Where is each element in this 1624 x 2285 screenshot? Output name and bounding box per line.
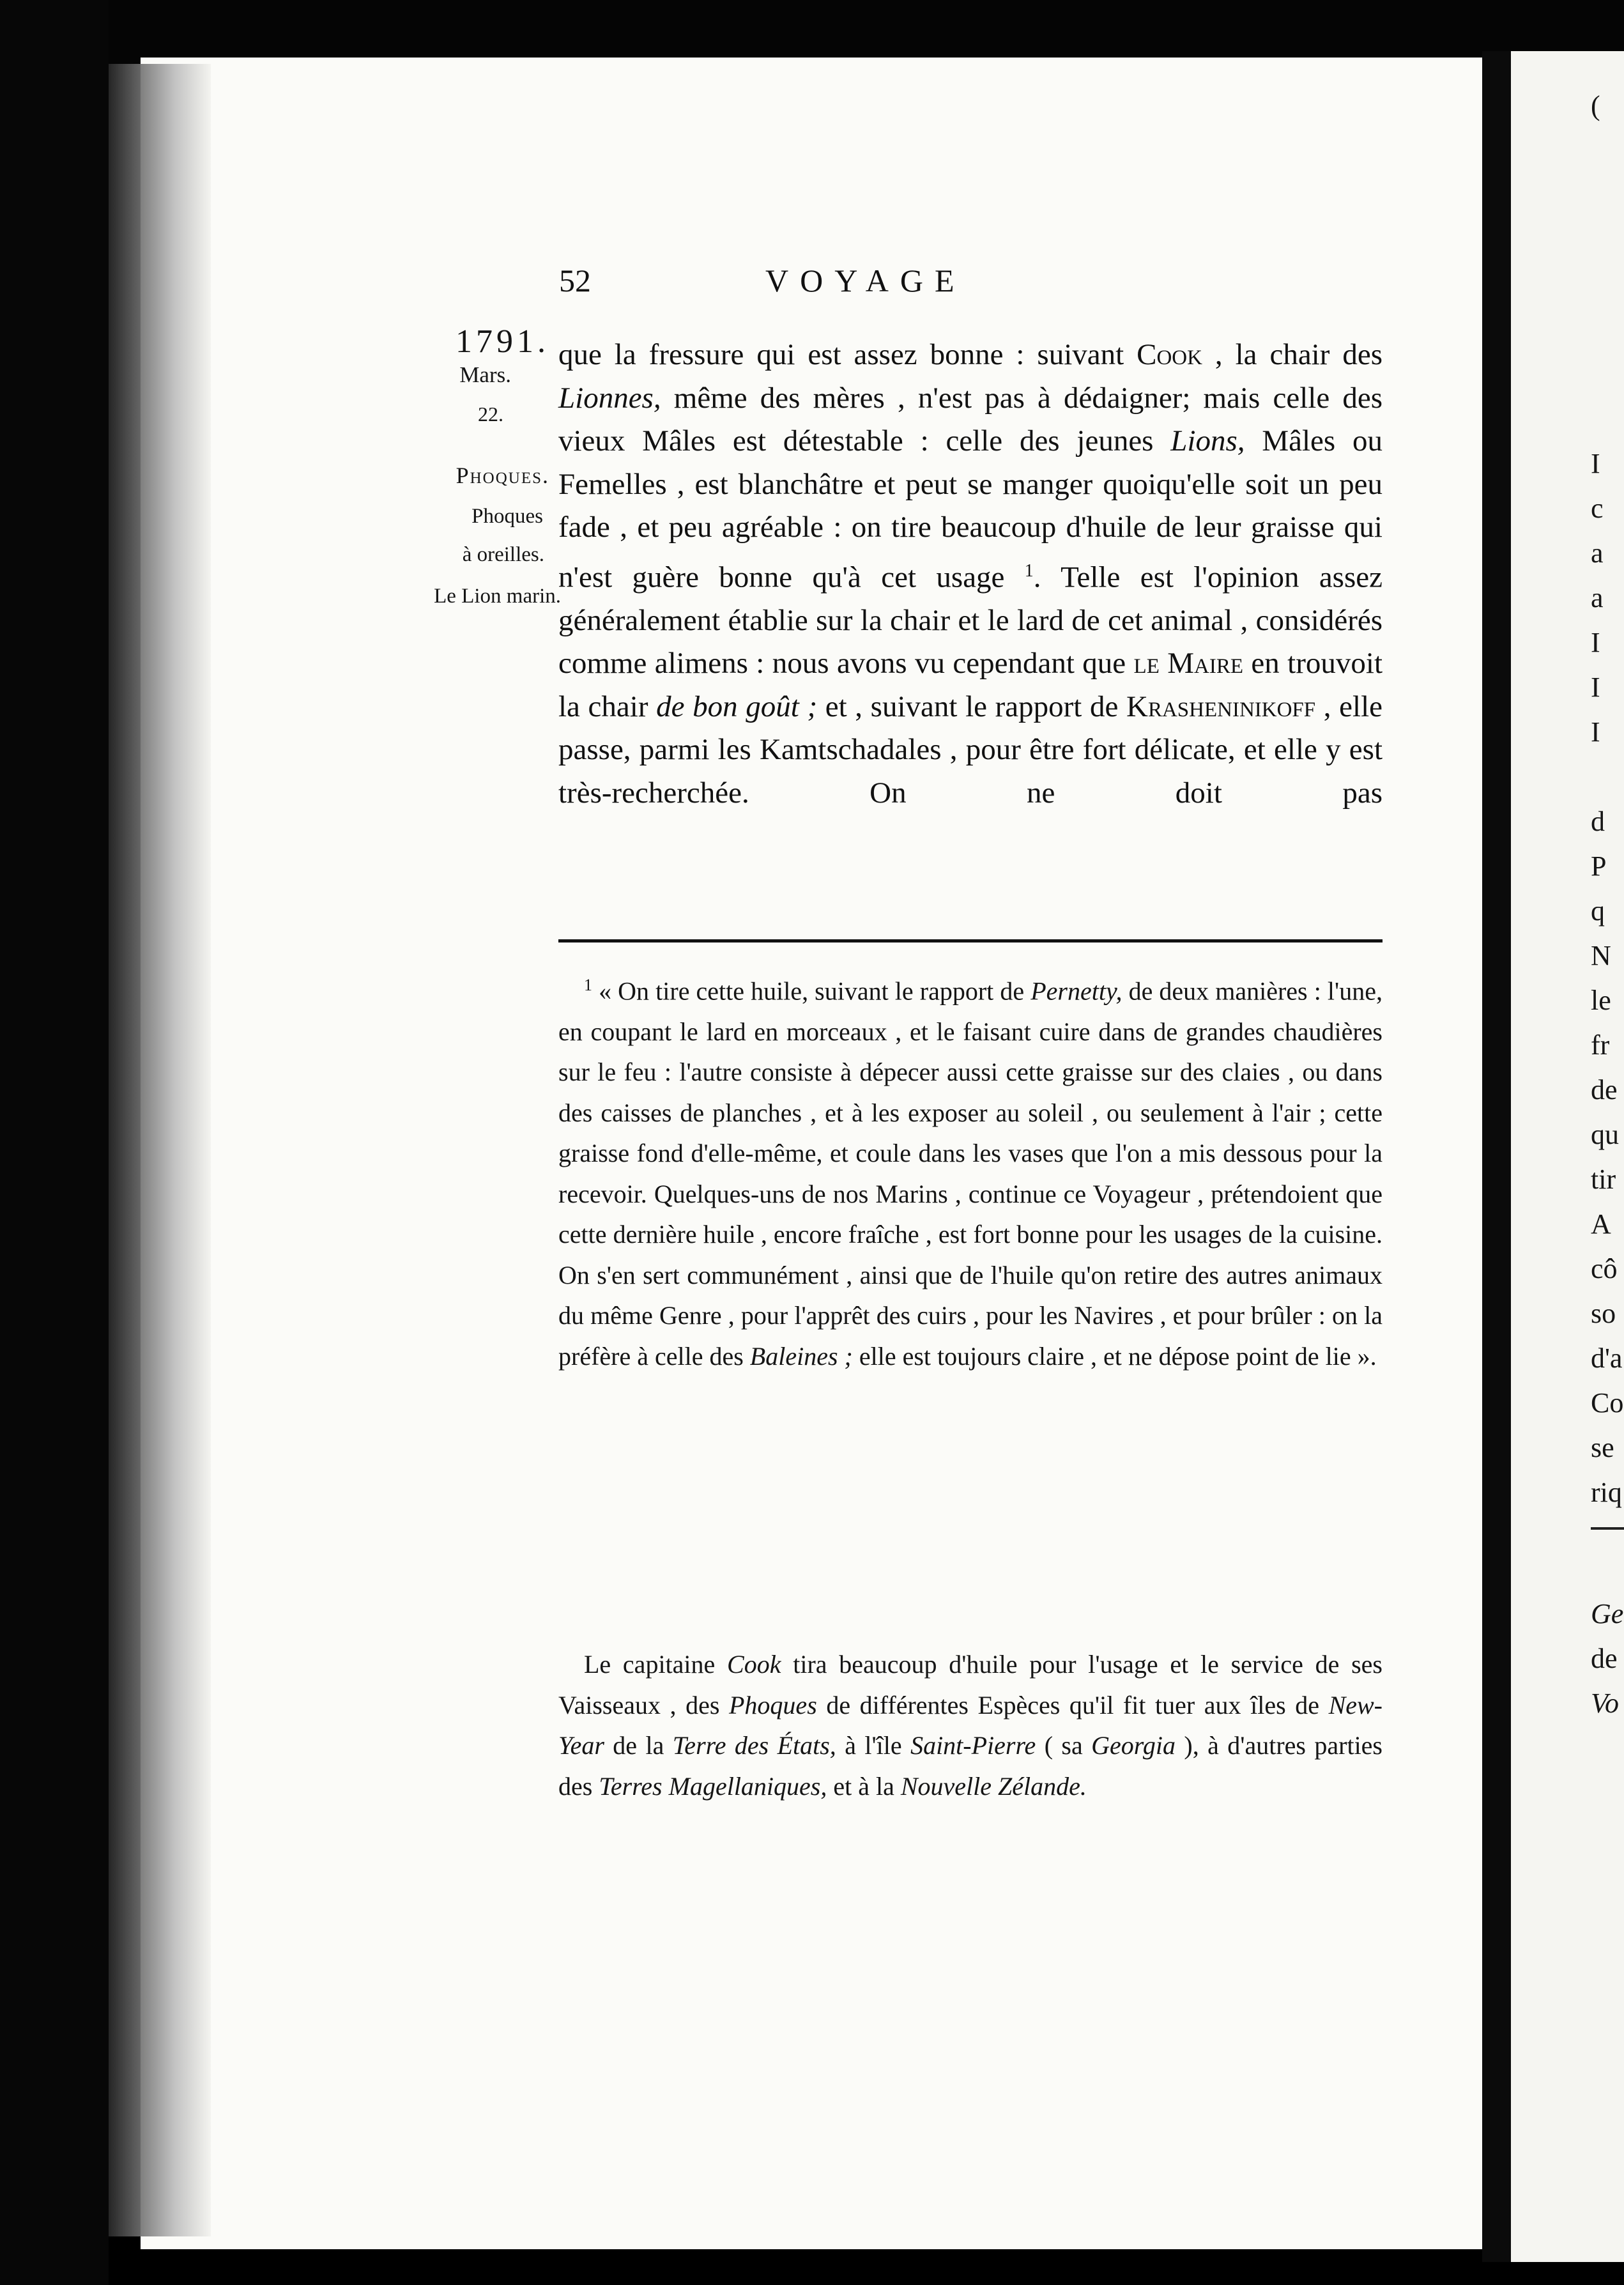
adjacent-page-fragment: d'a xyxy=(1591,1343,1623,1374)
adjacent-page-fragment: c xyxy=(1591,493,1604,524)
name-krasheninikoff: Krasheninikoff xyxy=(1126,689,1316,723)
name-le-maire: le Maire xyxy=(1133,647,1244,681)
margin-species-heading: Phoques. xyxy=(456,463,549,488)
margin-day: 22. xyxy=(478,403,503,426)
adjacent-page-fragment: le xyxy=(1591,985,1611,1016)
adjacent-page-fragment: ( xyxy=(1591,90,1600,121)
main-text: que la fressure qui est assez bonne : suivant Cook , la chair des Lionnes, même des mères , n'est pas à dédaigner; mais celle des vieux Mâles est détestable : celle des jeunes Lions, Mâles ou Femelles , est blanchâtre et peut se manger quoiqu'elle soit un peu fade , et peu agréable : on tire beaucoup d'huile de leur graisse qui n'est guère bonne qu'à cet usage $^1$. Telle est l'opinion assez généralement établie sur la chair et le lard de cet animal , considérés comme alimens : nous avons vu cependant que le Maire en trouvoit la chair de bon goût ; et , suivant le rapport de Krasheninikoff , elle passe, parmi les Kamtschadales , pour être fort délicate, et elle y est très-recherchée. On ne doit pas xyxy=(558,338,1383,810)
term-baleines: Baleines ; xyxy=(749,1341,853,1371)
adjacent-page-fragment: P xyxy=(1591,850,1607,882)
place-terres-magellaniques: Terres Magellaniques, xyxy=(599,1771,827,1801)
adjacent-page-fragment: de xyxy=(1591,1074,1618,1105)
adjacent-page-fragment: cô xyxy=(1591,1253,1618,1284)
adjacent-page-fragment: I xyxy=(1591,672,1600,703)
adjacent-page-fragment: riq xyxy=(1591,1477,1622,1508)
margin-species-sub: Phoques xyxy=(471,505,543,528)
adjacent-page-rule xyxy=(1591,1527,1624,1530)
adjacent-page-fragment: se xyxy=(1591,1432,1614,1463)
adjacent-page-fragment: so xyxy=(1591,1298,1616,1329)
phrase-de-bon-gout: de bon goût ; xyxy=(656,689,818,723)
place-georgia: Georgia xyxy=(1091,1731,1176,1760)
running-title: VOYAGE xyxy=(765,263,966,298)
footnote-mark: 1 xyxy=(584,976,592,994)
adjacent-page-fragment: N xyxy=(1591,940,1611,971)
term-lions: Lions, xyxy=(1170,424,1245,458)
adjacent-page-fragment: A xyxy=(1591,1208,1611,1240)
adjacent-page-fragment: Vo xyxy=(1591,1688,1619,1719)
adjacent-page-fragment: Ge xyxy=(1591,1598,1624,1629)
adjacent-page-fragment: d xyxy=(1591,806,1605,837)
scan-border-top xyxy=(0,0,1624,64)
footnote: $^1$ « On tire cette huile, suivant le rapport de Pernetty, de deux manières : l'une, en coupant le lard en morceaux , et le faisant cuire dans de grandes chaudières sur le feu : l'autre consiste à dépecer aussi cette graisse sur des claies , ou dans des caisses de planches , et à les exposer au soleil , ou seulement à l'air ; cette graisse fond d'elle-même, et coule dans les vases que l'on a mis dessous pour la recevoir. Quelques-uns de nos Marins , continue ce Voyageur , prétendoient que cette dernière huile , encore fraîche , est fort bonne pour les usages de la cuisine. On s'en sert communément , ainsi que de l'huile qu'on retire des autres animaux du même Genre , pour l'apprêt des cuirs , pour les Navires , et pour brûler : on la préfère à celle des Baleines ; elle est toujours claire , et ne dépose point de lie ». xyxy=(558,976,1383,1371)
adjacent-page xyxy=(1511,51,1624,2262)
adjacent-page-fragment: q xyxy=(1591,895,1605,927)
place-terre-des-etats: Terre des États, xyxy=(672,1731,836,1760)
adjacent-page-fragment: tir xyxy=(1591,1164,1616,1195)
book-gutter xyxy=(1482,51,1511,2262)
page-edge-stain xyxy=(109,64,211,2236)
adjacent-page-fragment: I xyxy=(1591,448,1600,479)
place-nouvelle-zelande: Nouvelle Zélande. xyxy=(900,1771,1087,1801)
place-new-year: New-Year xyxy=(558,1690,1383,1760)
adjacent-page-fragment: a xyxy=(1591,537,1604,569)
margin-year: 1791. xyxy=(456,323,549,360)
adjacent-page-fragment: I xyxy=(1591,716,1600,748)
footnote-continuation: Le capitaine Cook tira beaucoup d'huile pour l'usage et le service de ses Vaisseaux , des Phoques de différentes Espèces qu'il fit tuer aux îles de New-Year de la Terre des États, à l'île Saint-Pierre ( sa Georgia ), à d'autres parties des Terres Magellaniques, et à la Nouvelle Zélande. xyxy=(558,1650,1383,1801)
term-lionnes: Lionnes, xyxy=(558,381,661,415)
name-cook: Cook xyxy=(727,1650,781,1679)
margin-species-sub: à oreilles. xyxy=(462,543,544,566)
name-cook: Cook xyxy=(1137,338,1202,371)
footnote-separator-rule xyxy=(558,939,1383,942)
place-saint-pierre: Saint-Pierre xyxy=(910,1731,1036,1760)
adjacent-page-fragment: de xyxy=(1591,1643,1618,1674)
adjacent-page-fragment: fr xyxy=(1591,1029,1610,1061)
footnote-reference: 1 xyxy=(1024,560,1034,581)
page-number: 52 xyxy=(559,263,591,298)
margin-species-sub: Le Lion marin. xyxy=(434,585,561,608)
adjacent-page-fragment: Co xyxy=(1591,1387,1624,1419)
name-pernetty: Pernetty, xyxy=(1030,976,1122,1006)
adjacent-page-fragment: qu xyxy=(1591,1119,1619,1150)
margin-month: Mars. xyxy=(459,362,511,387)
page-header xyxy=(0,262,1624,307)
term-phoques: Phoques xyxy=(729,1690,817,1720)
adjacent-page-fragment: a xyxy=(1591,582,1604,613)
scan-border-left xyxy=(0,0,109,2285)
adjacent-page-fragment: I xyxy=(1591,627,1600,658)
